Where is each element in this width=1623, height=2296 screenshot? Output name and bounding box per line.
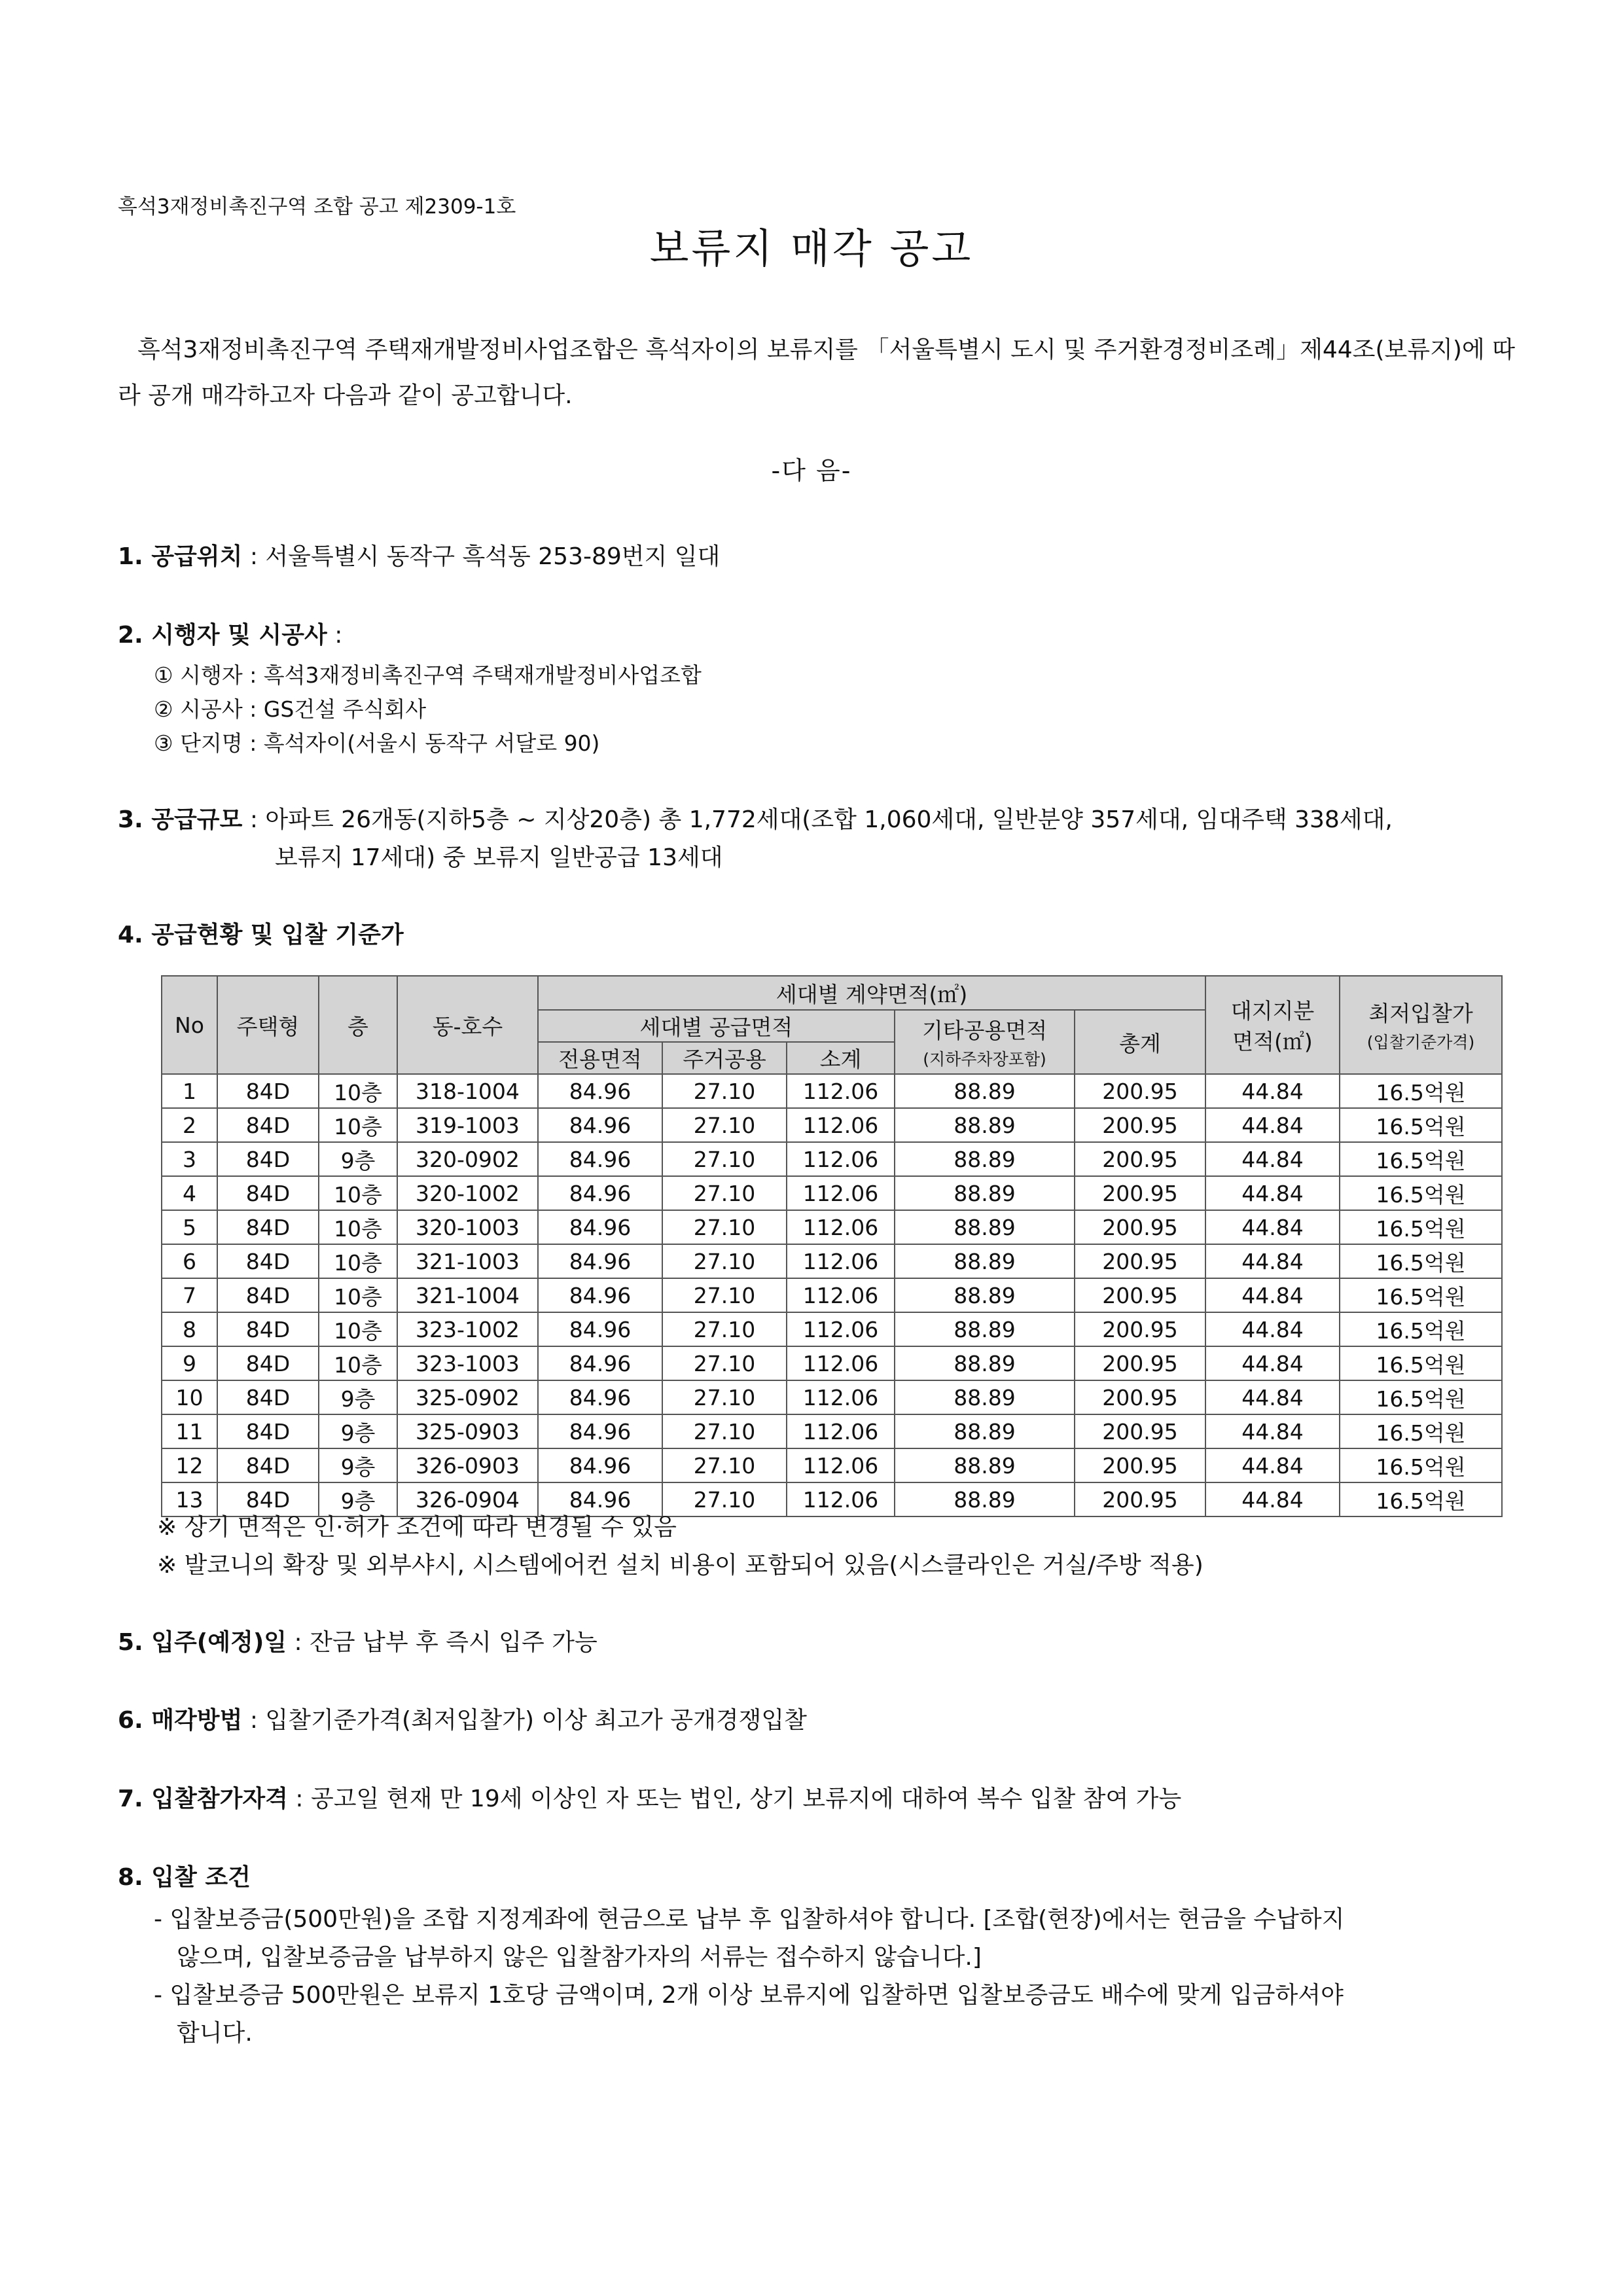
cell-no: 3 (162, 1142, 217, 1176)
header-contract-area: 세대별 계약면적(㎡) (538, 976, 1205, 1010)
section-divider: -다 음- (771, 456, 852, 485)
header-subtotal: 소계 (787, 1042, 895, 1074)
cell-min-bid: 16.5억원 (1340, 1380, 1502, 1414)
cell-floor: 10층 (319, 1312, 397, 1346)
cell-no: 1 (162, 1074, 217, 1108)
section-2-item: ② 시공사 : GS건설 주식회사 (154, 696, 427, 722)
table-row (162, 1380, 1502, 1414)
cell-type: 84D (217, 1448, 319, 1482)
section-5 (118, 1624, 597, 1657)
cell-min-bid: 16.5억원 (1340, 1244, 1502, 1278)
cell-floor: 9층 (319, 1380, 397, 1414)
cell-exclusive: 84.96 (538, 1482, 662, 1516)
section-2-item: ③ 단지명 : 흑석자이(서울시 동작구 서달로 90) (154, 730, 600, 756)
cell-shared: 27.10 (662, 1108, 787, 1142)
header-other-common (895, 1010, 1075, 1074)
cell-land-share: 44.84 (1205, 1414, 1340, 1448)
cell-floor: 9층 (319, 1448, 397, 1482)
cell-shared: 27.10 (662, 1482, 787, 1516)
section-2 (118, 617, 342, 650)
cell-other-common: 88.89 (895, 1448, 1075, 1482)
table-row (162, 1244, 1502, 1278)
table-row (162, 1346, 1502, 1380)
header-min-bid (1340, 976, 1502, 1074)
cell-land-share: 44.84 (1205, 1380, 1340, 1414)
cell-subtotal: 112.06 (787, 1448, 895, 1482)
cell-exclusive: 84.96 (538, 1448, 662, 1482)
cell-floor: 10층 (319, 1108, 397, 1142)
cell-no: 6 (162, 1244, 217, 1278)
cell-no: 5 (162, 1210, 217, 1244)
table-row (162, 1414, 1502, 1448)
header-land-share-line1: 대지지분 (1230, 998, 1315, 1024)
cell-min-bid: 16.5억원 (1340, 1482, 1502, 1516)
cell-exclusive: 84.96 (538, 1074, 662, 1108)
cell-floor: 10층 (319, 1210, 397, 1244)
cell-other-common: 88.89 (895, 1346, 1075, 1380)
cell-subtotal: 112.06 (787, 1414, 895, 1448)
cell-other-common: 88.89 (895, 1414, 1075, 1448)
supply-table (161, 975, 1503, 1517)
cell-floor: 10층 (319, 1346, 397, 1380)
section-6 (118, 1702, 807, 1735)
condition-line: - 입찰보증금 500만원은 보류지 1호당 금액이며, 2개 이상 보류지에 입찰하면 입찰보증금도 배수에 맞게 입금하셔야 (154, 1982, 1344, 2009)
cell-type: 84D (217, 1482, 319, 1516)
header-other-common-sub: (지하주차장포함) (923, 1050, 1046, 1069)
cell-type: 84D (217, 1346, 319, 1380)
section-3 (118, 801, 1393, 834)
section-3-text: : 아파트 26개동(지하5층 ~ 지상20층) 총 1,772세대(조합 1,060세대, 일반분양 357세대, 임대주택 338세대, (242, 806, 1393, 833)
cell-min-bid: 16.5억원 (1340, 1278, 1502, 1312)
table-row (162, 1142, 1502, 1176)
cell-subtotal: 112.06 (787, 1278, 895, 1312)
cell-total: 200.95 (1075, 1176, 1205, 1210)
section-3-label: 3. 공급규모 (118, 806, 243, 833)
table-note: ※ 발코니의 확장 및 외부샤시, 시스템에어컨 설치 비용이 포함되어 있음(시스클라인은 거실/주방 적용) (157, 1552, 1204, 1579)
cell-exclusive: 84.96 (538, 1312, 662, 1346)
cell-land-share: 44.84 (1205, 1448, 1340, 1482)
cell-subtotal: 112.06 (787, 1380, 895, 1414)
cell-other-common: 88.89 (895, 1108, 1075, 1142)
cell-no: 12 (162, 1448, 217, 1482)
condition-line: 않으며, 입찰보증금을 납부하지 않은 입찰참가자의 서류는 접수하지 않습니다.] (177, 1944, 982, 1971)
cell-subtotal: 112.06 (787, 1312, 895, 1346)
cell-type: 84D (217, 1312, 319, 1346)
cell-min-bid: 16.5억원 (1340, 1346, 1502, 1380)
cell-unit: 323-1003 (397, 1346, 538, 1380)
cell-total: 200.95 (1075, 1278, 1205, 1312)
cell-shared: 27.10 (662, 1210, 787, 1244)
cell-subtotal: 112.06 (787, 1108, 895, 1142)
section-7-label: 7. 입찰참가자격 (118, 1785, 288, 1812)
table-row (162, 1278, 1502, 1312)
cell-land-share: 44.84 (1205, 1176, 1340, 1210)
cell-no: 11 (162, 1414, 217, 1448)
header-floor: 층 (319, 976, 397, 1074)
section-8-label: 8. 입찰 조건 (118, 1864, 251, 1891)
cell-shared: 27.10 (662, 1448, 787, 1482)
header-type: 주택형 (217, 976, 319, 1074)
cell-min-bid: 16.5억원 (1340, 1176, 1502, 1210)
intro-paragraph: 흑석3재정비촉진구역 주택재개발정비사업조합은 흑석자이의 보류지를 「서울특별시 도시 및 주거환경정비조례」제44조(보류지)에 따라 공개 매각하고자 다음과 같이 공고합니다. (118, 336, 1515, 409)
section-2-label: 2. 시행자 및 시공사 (118, 622, 327, 649)
section-1 (118, 538, 720, 571)
cell-other-common: 88.89 (895, 1312, 1075, 1346)
cell-unit: 320-1002 (397, 1176, 538, 1210)
cell-type: 84D (217, 1244, 319, 1278)
cell-type: 84D (217, 1278, 319, 1312)
cell-total: 200.95 (1075, 1108, 1205, 1142)
cell-floor: 10층 (319, 1278, 397, 1312)
cell-min-bid: 16.5억원 (1340, 1312, 1502, 1346)
cell-other-common: 88.89 (895, 1176, 1075, 1210)
header-supply-area: 세대별 공급면적 (538, 1010, 895, 1042)
table-row (162, 1210, 1502, 1244)
table-row (162, 1448, 1502, 1482)
cell-unit: 321-1004 (397, 1278, 538, 1312)
cell-exclusive: 84.96 (538, 1414, 662, 1448)
cell-unit: 320-0902 (397, 1142, 538, 1176)
cell-unit: 320-1003 (397, 1210, 538, 1244)
cell-type: 84D (217, 1142, 319, 1176)
header-min-bid-sub: (입찰기준가격) (1366, 1033, 1475, 1052)
cell-other-common: 88.89 (895, 1142, 1075, 1176)
cell-no: 2 (162, 1108, 217, 1142)
cell-no: 10 (162, 1380, 217, 1414)
cell-other-common: 88.89 (895, 1244, 1075, 1278)
cell-shared: 27.10 (662, 1244, 787, 1278)
cell-other-common: 88.89 (895, 1380, 1075, 1414)
cell-min-bid: 16.5억원 (1340, 1108, 1502, 1142)
section-2-item: ① 시행자 : 흑석3재정비촉진구역 주택재개발정비사업조합 (154, 662, 702, 688)
cell-land-share: 44.84 (1205, 1108, 1340, 1142)
section-1-text: : 서울특별시 동작구 흑석동 253-89번지 일대 (242, 543, 721, 570)
cell-total: 200.95 (1075, 1210, 1205, 1244)
cell-subtotal: 112.06 (787, 1142, 895, 1176)
table-row (162, 1074, 1502, 1108)
cell-min-bid: 16.5억원 (1340, 1142, 1502, 1176)
cell-land-share: 44.84 (1205, 1244, 1340, 1278)
cell-land-share: 44.84 (1205, 1482, 1340, 1516)
header-land-share-line2: 면적(㎡) (1232, 1029, 1313, 1054)
section-6-label: 6. 매각방법 (118, 1707, 243, 1734)
cell-type: 84D (217, 1176, 319, 1210)
section-7 (118, 1780, 1181, 1814)
cell-shared: 27.10 (662, 1346, 787, 1380)
cell-no: 13 (162, 1482, 217, 1516)
header-other-common-label: 기타공용면적 (921, 1018, 1048, 1043)
header-land-share (1205, 976, 1340, 1074)
cell-total: 200.95 (1075, 1482, 1205, 1516)
cell-subtotal: 112.06 (787, 1482, 895, 1516)
section-4 (118, 916, 404, 950)
cell-total: 200.95 (1075, 1346, 1205, 1380)
header-exclusive: 전용면적 (538, 1042, 662, 1074)
header-unit: 동-호수 (397, 976, 538, 1074)
supply-table-body (162, 1074, 1502, 1516)
cell-floor: 10층 (319, 1074, 397, 1108)
cell-unit: 319-1003 (397, 1108, 538, 1142)
cell-exclusive: 84.96 (538, 1346, 662, 1380)
cell-min-bid: 16.5억원 (1340, 1414, 1502, 1448)
cell-floor: 9층 (319, 1142, 397, 1176)
header-no: No (162, 976, 217, 1074)
cell-land-share: 44.84 (1205, 1210, 1340, 1244)
table-row (162, 1176, 1502, 1210)
cell-type: 84D (217, 1210, 319, 1244)
cell-unit: 326-0904 (397, 1482, 538, 1516)
cell-subtotal: 112.06 (787, 1176, 895, 1210)
cell-unit: 325-0902 (397, 1380, 538, 1414)
cell-shared: 27.10 (662, 1074, 787, 1108)
cell-total: 200.95 (1075, 1414, 1205, 1448)
cell-unit: 321-1003 (397, 1244, 538, 1278)
cell-min-bid: 16.5억원 (1340, 1448, 1502, 1482)
cell-subtotal: 112.06 (787, 1244, 895, 1278)
table-note: ※ 상기 면적은 인·허가 조건에 따라 변경될 수 있음 (157, 1514, 677, 1541)
cell-total: 200.95 (1075, 1244, 1205, 1278)
section-3-continuation: 보류지 17세대) 중 보류지 일반공급 13세대 (275, 844, 723, 871)
section-8 (118, 1859, 251, 1892)
cell-unit: 326-0903 (397, 1448, 538, 1482)
cell-total: 200.95 (1075, 1312, 1205, 1346)
cell-other-common: 88.89 (895, 1278, 1075, 1312)
cell-shared: 27.10 (662, 1380, 787, 1414)
header-total: 총계 (1075, 1010, 1205, 1074)
cell-land-share: 44.84 (1205, 1312, 1340, 1346)
cell-land-share: 44.84 (1205, 1074, 1340, 1108)
cell-shared: 27.10 (662, 1142, 787, 1176)
page-title: 보류지 매각 공고 (649, 224, 974, 272)
cell-floor: 9층 (319, 1482, 397, 1516)
condition-line: - 입찰보증금(500만원)을 조합 지정계좌에 현금으로 납부 후 입찰하셔야 합니다. [조합(현장)에서는 현금을 수납하지 (154, 1906, 1345, 1933)
cell-subtotal: 112.06 (787, 1346, 895, 1380)
cell-min-bid: 16.5억원 (1340, 1210, 1502, 1244)
condition-line: 합니다. (177, 2020, 253, 2047)
cell-exclusive: 84.96 (538, 1278, 662, 1312)
cell-floor: 10층 (319, 1176, 397, 1210)
cell-min-bid: 16.5억원 (1340, 1074, 1502, 1108)
cell-shared: 27.10 (662, 1278, 787, 1312)
section-7-text: : 공고일 현재 만 19세 이상인 자 또는 법인, 상기 보류지에 대하여 복수 입찰 참여 가능 (287, 1785, 1182, 1812)
cell-exclusive: 84.96 (538, 1108, 662, 1142)
section-6-text: : 입찰기준가격(최저입찰가) 이상 최고가 공개경쟁입찰 (242, 1707, 807, 1734)
section-5-label: 5. 입주(예정)일 (118, 1629, 287, 1656)
cell-shared: 27.10 (662, 1414, 787, 1448)
cell-exclusive: 84.96 (538, 1142, 662, 1176)
cell-exclusive: 84.96 (538, 1176, 662, 1210)
cell-other-common: 88.89 (895, 1482, 1075, 1516)
cell-exclusive: 84.96 (538, 1244, 662, 1278)
cell-type: 84D (217, 1108, 319, 1142)
cell-shared: 27.10 (662, 1312, 787, 1346)
section-5-text: : 잔금 납부 후 즉시 입주 가능 (287, 1629, 597, 1656)
cell-no: 7 (162, 1278, 217, 1312)
cell-land-share: 44.84 (1205, 1278, 1340, 1312)
cell-subtotal: 112.06 (787, 1210, 895, 1244)
cell-unit: 318-1004 (397, 1074, 538, 1108)
cell-other-common: 88.89 (895, 1074, 1075, 1108)
cell-floor: 10층 (319, 1244, 397, 1278)
cell-unit: 325-0903 (397, 1414, 538, 1448)
header-min-bid-label: 최저입찰가 (1368, 1001, 1473, 1026)
table-row (162, 1312, 1502, 1346)
notice-number: 흑석3재정비촉진구역 조합 공고 제2309-1호 (118, 195, 516, 219)
cell-total: 200.95 (1075, 1448, 1205, 1482)
cell-shared: 27.10 (662, 1176, 787, 1210)
cell-exclusive: 84.96 (538, 1210, 662, 1244)
cell-floor: 9층 (319, 1414, 397, 1448)
cell-total: 200.95 (1075, 1074, 1205, 1108)
table-row (162, 1108, 1502, 1142)
cell-unit: 323-1002 (397, 1312, 538, 1346)
cell-total: 200.95 (1075, 1142, 1205, 1176)
cell-type: 84D (217, 1074, 319, 1108)
cell-total: 200.95 (1075, 1380, 1205, 1414)
section-4-label: 4. 공급현황 및 입찰 기준가 (118, 922, 404, 948)
cell-no: 9 (162, 1346, 217, 1380)
cell-no: 4 (162, 1176, 217, 1210)
cell-subtotal: 112.06 (787, 1074, 895, 1108)
cell-exclusive: 84.96 (538, 1380, 662, 1414)
cell-type: 84D (217, 1414, 319, 1448)
header-shared: 주거공용 (662, 1042, 787, 1074)
section-1-label: 1. 공급위치 (118, 543, 243, 570)
cell-other-common: 88.89 (895, 1210, 1075, 1244)
cell-land-share: 44.84 (1205, 1142, 1340, 1176)
cell-no: 8 (162, 1312, 217, 1346)
section-2-text: : (327, 622, 343, 649)
cell-type: 84D (217, 1380, 319, 1414)
cell-land-share: 44.84 (1205, 1346, 1340, 1380)
